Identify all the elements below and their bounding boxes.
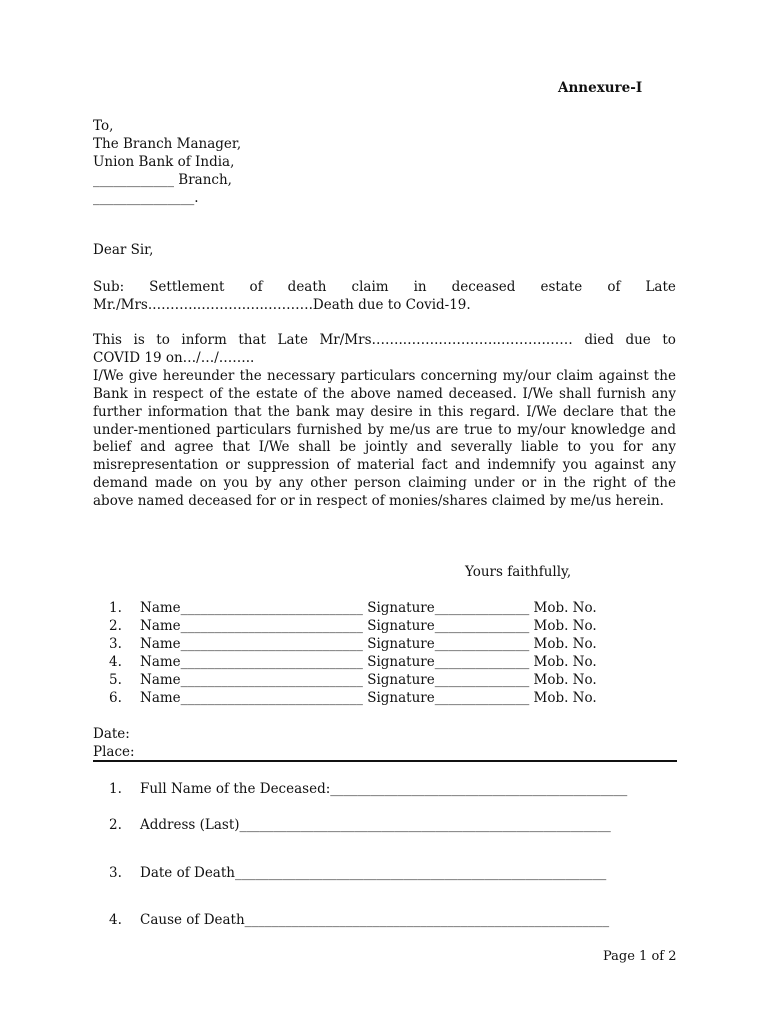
signatory-number: 2.	[109, 617, 122, 634]
signatory-row	[109, 690, 597, 708]
body-text	[93, 332, 676, 511]
signatory-fields: Name___________________________ Signature______________ Mob. No.	[140, 617, 597, 634]
subject-word: deceased	[451, 279, 516, 295]
body-word: inform	[181, 332, 227, 348]
subject-word: death	[287, 279, 327, 295]
detail-row-cause-of-death	[109, 912, 609, 928]
body-word: died	[584, 332, 614, 348]
body-line-2: COVID 19 on…/…/……..	[93, 349, 255, 366]
subject-word: Sub:	[93, 279, 125, 295]
address-line-2: Union Bank of India,	[93, 154, 235, 170]
signatory-row	[109, 618, 597, 636]
detail-field: Date of Death_______________________________________________________	[140, 865, 607, 881]
address-line-4: _______________.	[93, 190, 199, 206]
body-word: that	[238, 332, 266, 348]
date-place-block	[93, 725, 135, 761]
body-word: Mr/Mrs……..…….…………..……….……	[319, 332, 573, 348]
body-word: to	[662, 332, 676, 348]
page-number: Page 1 of 2	[603, 949, 677, 964]
signatory-number: 4.	[109, 653, 122, 670]
signatory-fields: Name___________________________ Signature______________ Mob. No.	[140, 653, 597, 670]
closing: Yours faithfully,	[465, 564, 572, 580]
subject-line-2: Mr./Mrs.………..……….…..……….Death due to Covid-19.	[93, 297, 471, 313]
detail-number: 2.	[109, 817, 122, 833]
signatory-row	[109, 636, 597, 654]
subject-word: in	[413, 279, 427, 295]
body-word: is	[133, 332, 145, 348]
section-divider	[93, 760, 677, 762]
detail-number: 1.	[109, 781, 122, 797]
address-line-1: The Branch Manager,	[93, 136, 242, 152]
detail-field: Cause of Death______________________________________________________	[140, 912, 610, 928]
detail-number: 4.	[109, 912, 122, 928]
place-label: Place:	[93, 744, 135, 760]
signatory-fields: Name___________________________ Signature______________ Mob. No.	[140, 671, 597, 688]
subject-line-1	[93, 278, 676, 296]
address-line-3: ____________ Branch,	[93, 172, 232, 188]
detail-field: Full Name of the Deceased:____________________________________________	[140, 781, 628, 797]
signatory-row	[109, 654, 597, 672]
body-line-1	[93, 332, 676, 350]
signatory-row	[109, 600, 597, 618]
subject-word: of	[607, 279, 621, 295]
signatory-number: 5.	[109, 671, 122, 688]
signatory-fields: Name___________________________ Signature______________ Mob. No.	[140, 635, 597, 652]
subject-word: claim	[351, 279, 389, 295]
signatory-fields: Name___________________________ Signature______________ Mob. No.	[140, 600, 597, 616]
subject	[93, 278, 676, 314]
signatory-list	[109, 600, 597, 707]
body-word: due	[625, 332, 651, 348]
salutation: Dear Sir,	[93, 242, 154, 258]
address-to: To,	[93, 118, 114, 134]
body-word: to	[156, 332, 170, 348]
signatory-row	[109, 672, 597, 690]
signatory-fields: Name___________________________ Signature______________ Mob. No.	[140, 689, 597, 706]
annexure-title: Annexure-I	[558, 80, 643, 96]
detail-field: Address (Last)_______________________________________________________	[140, 817, 611, 833]
recipient-address	[93, 117, 241, 207]
detail-row-address	[109, 817, 611, 833]
subject-word: Late	[645, 279, 676, 295]
date-label: Date:	[93, 726, 130, 742]
detail-row-date-of-death	[109, 865, 606, 881]
signatory-number: 1.	[109, 600, 122, 616]
subject-word: estate	[540, 279, 583, 295]
body-word: Late	[277, 332, 308, 348]
signatory-number: 6.	[109, 689, 122, 706]
subject-word: Settlement	[149, 279, 225, 295]
body-word: This	[93, 332, 122, 348]
detail-row-full-name	[109, 781, 627, 797]
subject-word: of	[249, 279, 263, 295]
detail-number: 3.	[109, 865, 122, 881]
declaration-paragraph: I/We give hereunder the necessary particulars concerning my/our claim against the Bank in respect of the estate of the above named deceased. I/We shall furnish any further information that the bank may desire in this regard. I/We declare that the under-mentioned particulars furnished by me/us are true to my/our knowledge and belief and agree that I/We shall be jointly and severally liable to you for any misrepresentation or suppression of material fact and indemnify you against any demand made on you by any other person claiming under or in the right of the above named deceased for or in respect of monies/shares claimed by me/us herein.	[93, 367, 676, 510]
signatory-number: 3.	[109, 635, 122, 652]
